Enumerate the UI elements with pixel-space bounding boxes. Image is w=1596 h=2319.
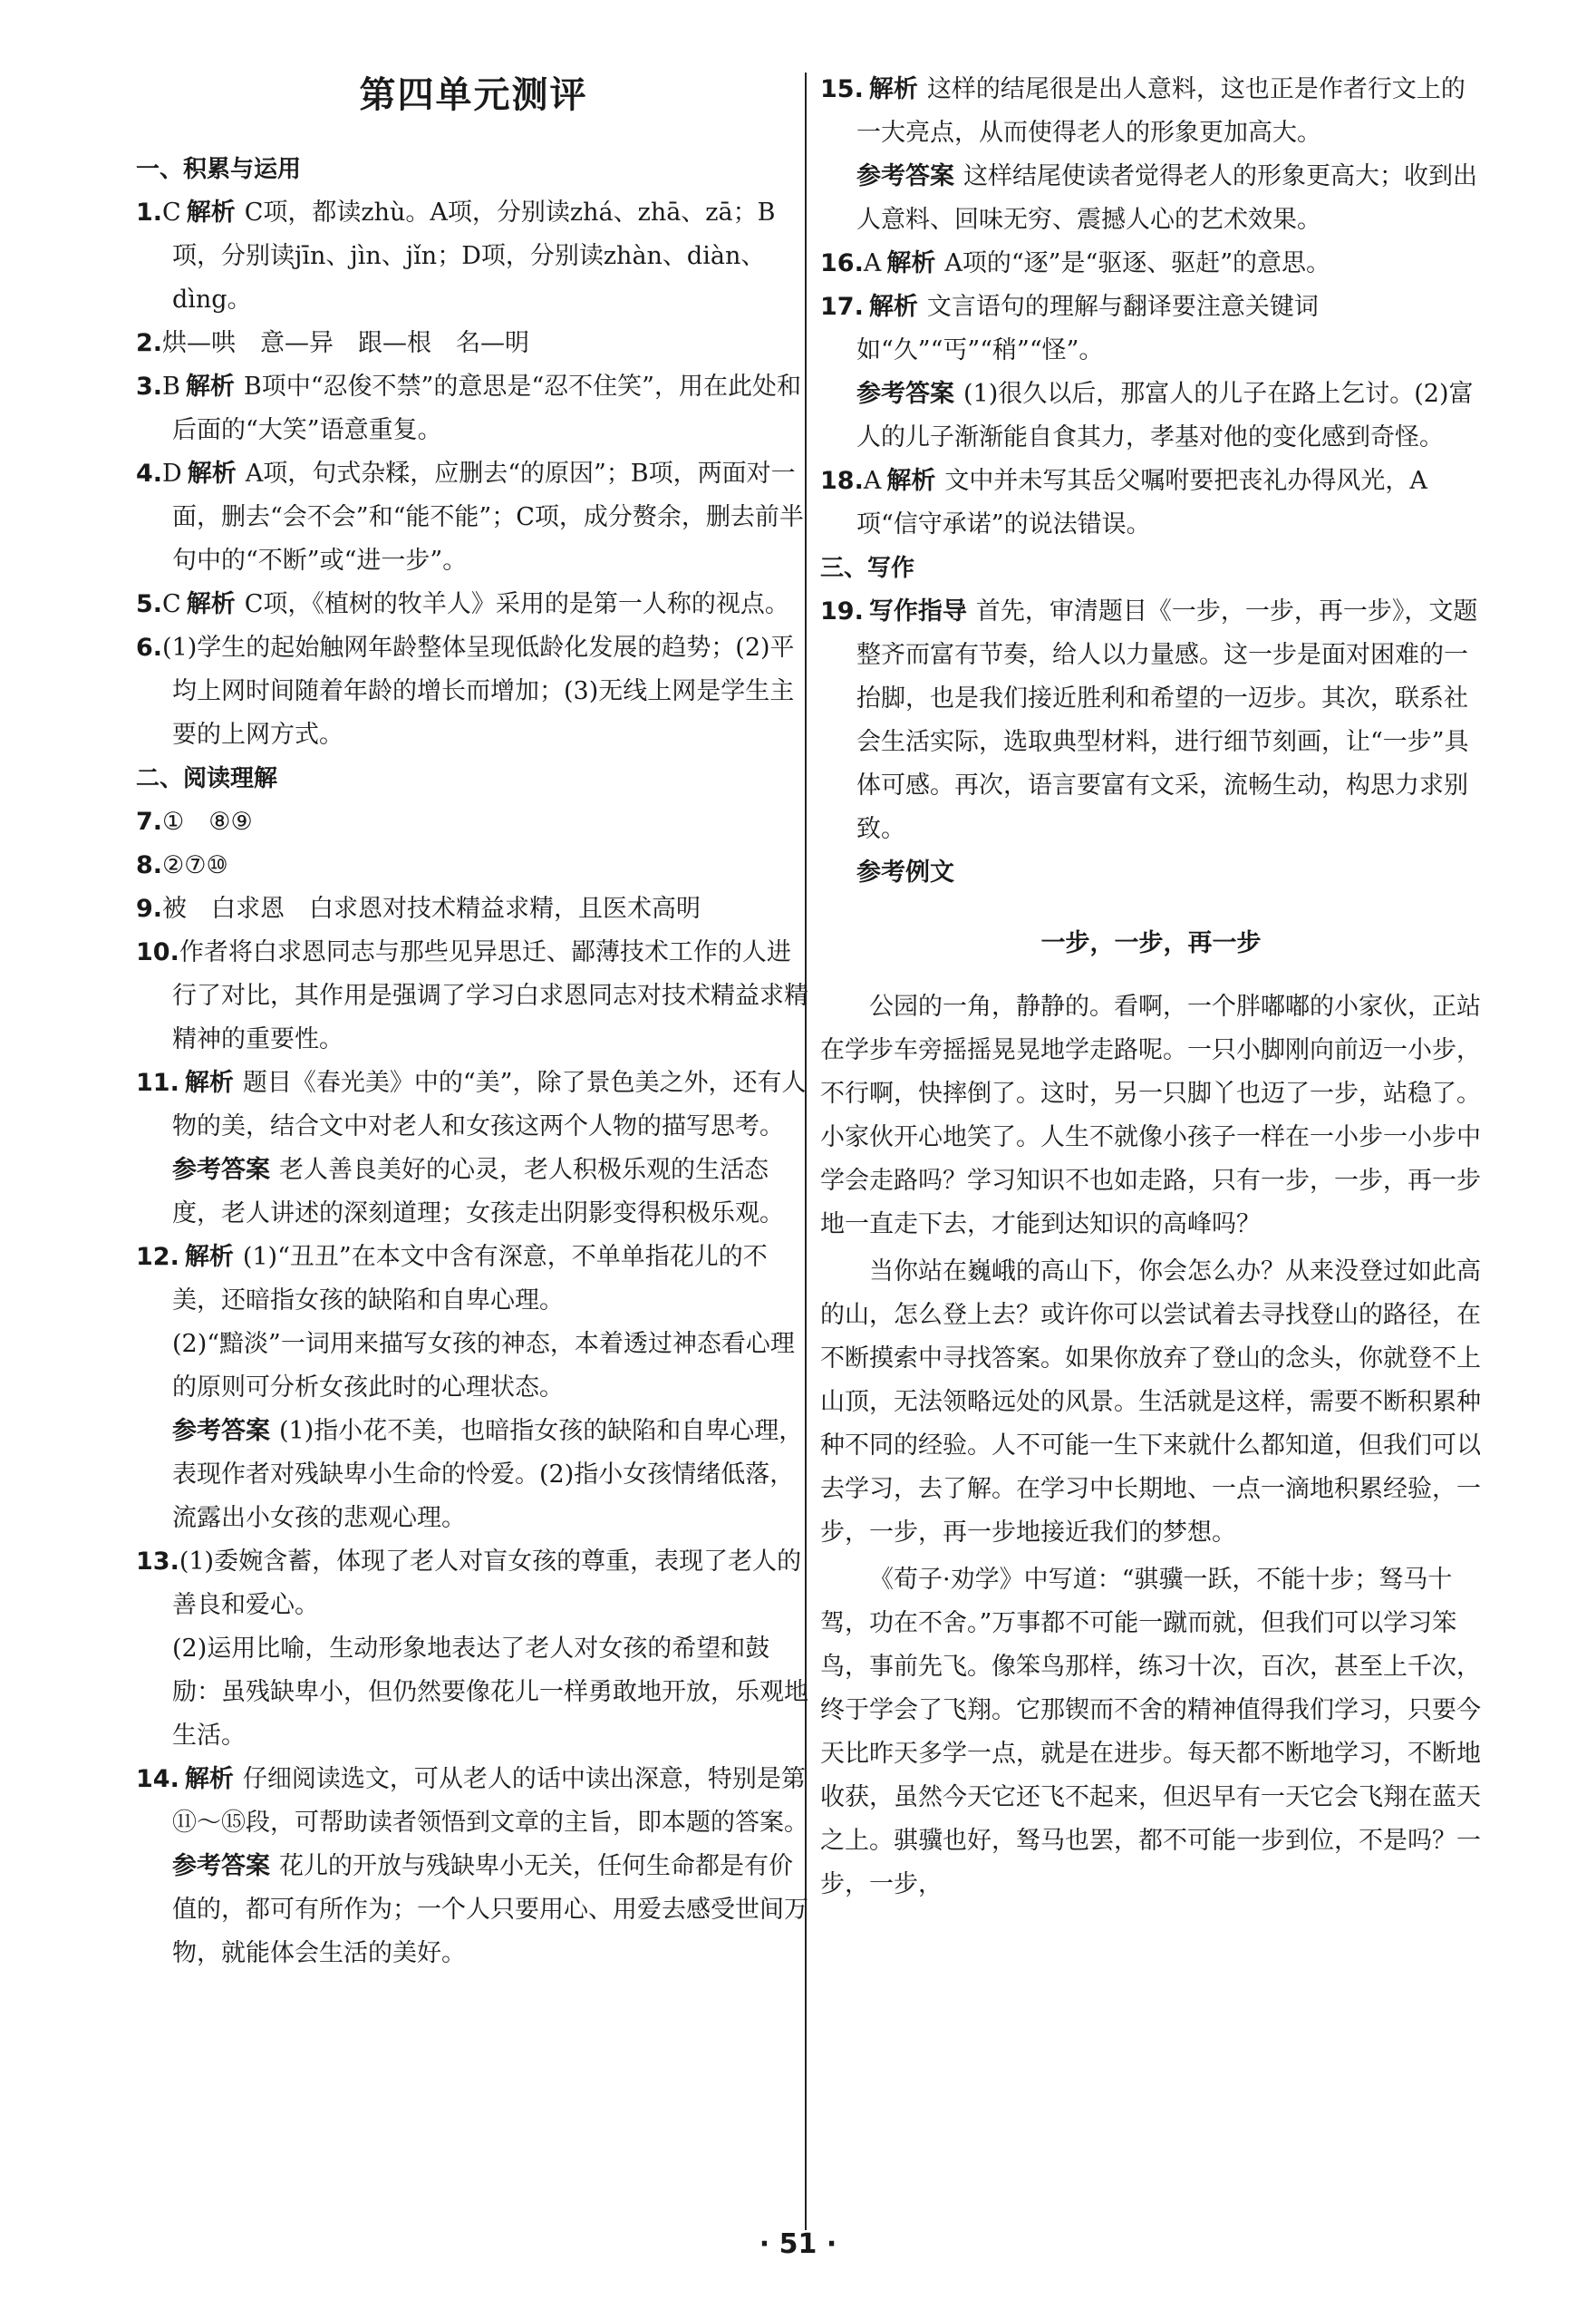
essay-paragraph-3: 《荀子·劝学》中写道：“骐骥一跃，不能十步；驽马十驾，功在不舍。”万事都不可能一蹴而就，但我们可以学习笨鸟，事前先飞。像笨鸟那样，练习十次，百次，甚至上千次，终于学会了飞翔。它那锲而不舍的精神值得我们学习，只要今天比昨天多学一点，就是在进步。每天都不断地学习，不断地收获，虽然今天它还飞不起来，但迟早有一天它会飞翔在蓝天之上。骐骥也好，驽马也罢，都不可能一步到位，不是吗？一步，一步， — [820, 1566, 1481, 1898]
reference-answer-15: 参考答案 这样结尾使读者觉得老人的形象更高大；收到出人意料、回味无穷、震撼人心的艺术效果。 — [856, 162, 1477, 234]
answer-item-17: 17. 解析 文言语句的理解与翻译要注意关键词如“久”“丐”“稍”“怪”。 — [820, 293, 1319, 364]
answer-item-14: 14. 解析 仔细阅读选文，可从老人的话中读出深意，特别是第⑪～⑮段，可帮助读者领悟到文章的主旨，即本题的答案。 — [136, 1765, 808, 1837]
answer-item-9: 9.被 白求恩 白求恩对技术精益求精，且医术高明 — [136, 895, 701, 923]
answer-item-3: 3.B 解析 B项中“忍俊不禁”的意思是“忍不住笑”，用在此处和后面的“大笑”语意重复。 — [136, 373, 801, 444]
section-heading: 二、阅读理解 — [136, 765, 278, 792]
answer-item-4: 4.D 解析 A项，句式杂糅，应删去“的原因”；B项，两面对一面，删去“会不会”和“能不能”；C项，成分赘余，删去前半句中的“不断”或“进一步”。 — [136, 460, 804, 575]
essay-paragraph-1: 公园的一角，静静的。看啊，一个胖嘟嘟的小家伙，正站在学步车旁摇摇晃晃地学走路呢。一只小脚刚向前迈一小步，不行啊，快摔倒了。这时，另一只脚丫也迈了一步，站稳了。小家伙开心地笑了。人生不就像小孩子一样在一小步一小步中学会走路吗？学习知识不也如走路，只有一步，一步，再一步地一直走下去，才能到达知识的高峰吗？ — [820, 993, 1481, 1238]
page-title: 第四单元测评 — [359, 74, 588, 116]
answer-item-6: 6.(1)学生的起始触网年龄整体呈现低龄化发展的趋势；(2)平均上网时间随着年龄的增长而增加；(3)无线上网是学生主要的上网方式。 — [136, 634, 795, 749]
answer-item-7: 7.① ⑧⑨ — [136, 808, 253, 836]
reference-answer-17: 参考答案 (1)很久以后，那富人的儿子在路上乞讨。(2)富人的儿子渐渐能自食其力，孝基对他的变化感到奇怪。 — [856, 380, 1474, 451]
reference-answer-14: 参考答案 花儿的开放与残缺卑小无关，任何生命都是有价值的，都可有所作为；一个人只要用心、用爱去感受世间万物，就能体会生活的美好。 — [172, 1852, 808, 1967]
answer-item-19: 19. 写作指导 首先，审清题目《一步，一步，再一步》，文题整齐而富有节奏，给人以力量感。这一步是面对困难的一抬脚，也是我们接近胜利和希望的一迈步。其次，联系社会生活实际，选取典型材料，进行细节刻画，让“一步”具体可感。再次，语言要富有文采，流畅生动，构思力求别致。 — [820, 597, 1478, 843]
section-heading: 一、积累与运用 — [136, 156, 302, 183]
answer-item-1: 1.C 解析 C项，都读zhù。A项，分别读zhá、zhā、zā；B项，分别读jīn、jìn、jǐn；D项，分别读zhàn、diàn、dìng。 — [136, 199, 776, 314]
answer-item-12: 12. 解析 (1)“丑丑”在本文中含有深意，不单单指花儿的不美，还暗指女孩的缺陷和自卑心理。 — [136, 1243, 768, 1315]
answer-item-16: 16.A 解析 A项的“逐”是“驱逐、驱赶”的意思。 — [820, 249, 1331, 277]
answer-item-5: 5.C 解析 C项，《植树的牧羊人》采用的是第一人称的视点。 — [136, 590, 789, 618]
answer-13-part2: (2)运用比喻，生动形象地表达了老人对女孩的希望和鼓励：虽残缺卑小，但仍然要像花儿一样勇敢地开放，乐观地生活。 — [172, 1635, 808, 1750]
left-column — [136, 68, 811, 1975]
page-number: · 51 · — [759, 2228, 837, 2260]
essay-paragraph-2: 当你站在巍峨的高山下，你会怎么办？从来没登过如此高的山，怎么登上去？或许你可以尝试着去寻找登山的路径，在不断摸索中寻找答案。如果你放弃了登山的念头，你就登不上山顶，无法领略远处的风景。生活就是这样，需要不断积累种种不同的经验。人不可能一生下来就什么都知道，但我们可以去学习，去了解。在学习中长期地、一点一滴地积累经验，一步，一步，再一步地接近我们的梦想。 — [820, 1257, 1481, 1547]
reference-answer-11: 参考答案 老人善良美好的心灵，老人积极乐观的生活态度，老人讲述的深刻道理；女孩走出阴影变得积极乐观。 — [172, 1156, 784, 1227]
answer-item-15: 15. 解析 这样的结尾很是出人意料，这也正是作者行文上的一大亮点，从而使得老人的形象更加高大。 — [820, 75, 1465, 147]
answer-item-10: 10.作者将白求恩同志与那些见异思迁、鄙薄技术工作的人进行了对比，其作用是强调了学习白求恩同志对技术精益求精精神的重要性。 — [136, 938, 808, 1053]
answer-item-2: 2.烘—哄 意—异 跟—根 名—明 — [136, 329, 530, 357]
answer-item-13: 13.(1)委婉含蓄，体现了老人对盲女孩的尊重，表现了老人的善良和爱心。 — [136, 1548, 802, 1619]
reference-essay-label: 参考例文 — [856, 859, 954, 887]
essay-title: 一步，一步，再一步 — [1040, 929, 1262, 957]
reference-answer-12: 参考答案 (1)指小花不美，也暗指女孩的缺陷和自卑心理，表现作者对残缺卑小生命的怜爱。(2)指小女孩情绪低落，流露出小女孩的悲观心理。 — [172, 1417, 804, 1532]
answer-item-18: 18.A 解析 文中并未写其岳父嘱咐要把丧礼办得风光，A项“信守承诺”的说法错误。 — [820, 467, 1427, 539]
right-column — [820, 68, 1482, 1910]
answer-item-8: 8.②⑦⑩ — [136, 851, 228, 879]
analysis-12-part2: (2)“黯淡”一词用来描写女孩的神态，本着透过神态看心理的原则可分析女孩此时的心理状态。 — [172, 1330, 795, 1402]
section-heading: 三、写作 — [820, 555, 915, 582]
answer-item-11: 11. 解析 题目《春光美》中的“美”，除了景色美之外，还有人物的美，结合文中对老人和女孩这两个人物的描写思考。 — [136, 1069, 807, 1140]
